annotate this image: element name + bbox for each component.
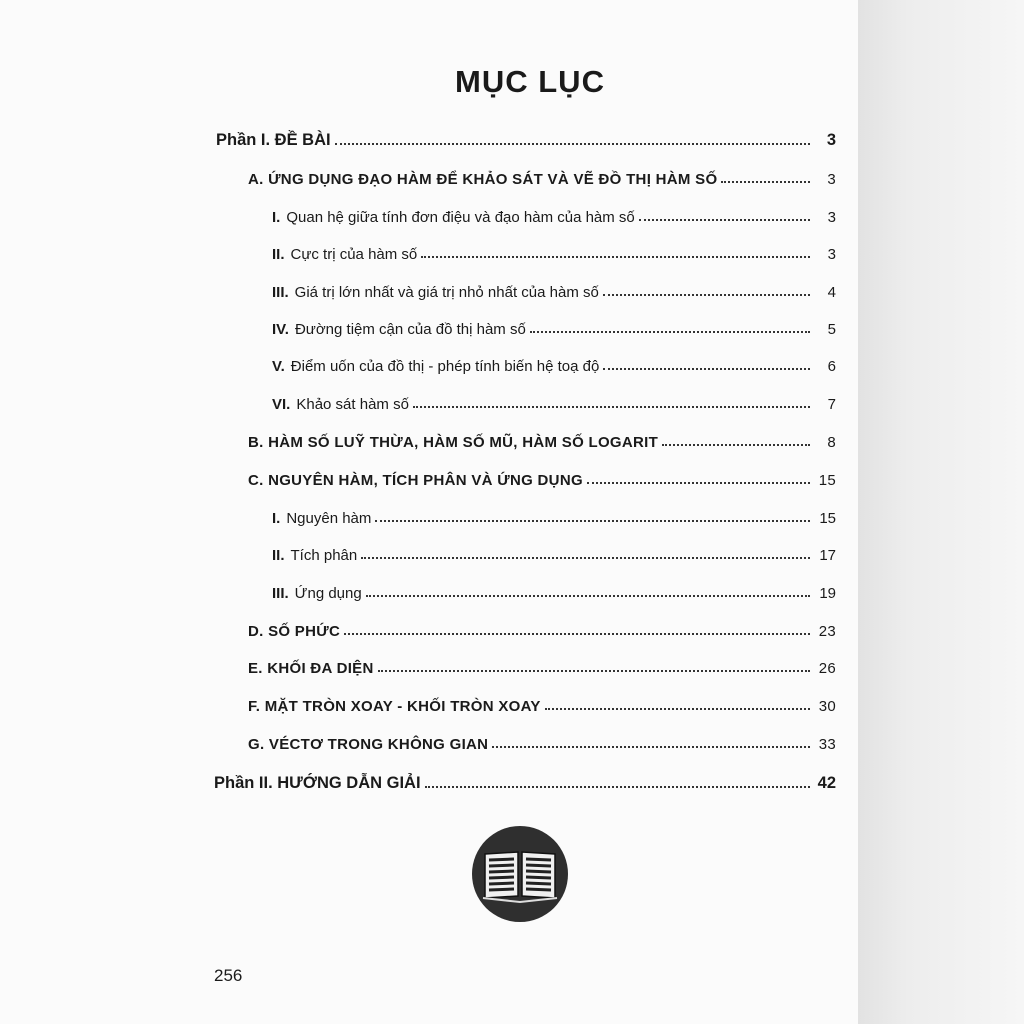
toc-leader [335, 142, 810, 145]
toc-leader [378, 669, 810, 672]
toc-page: 7 [827, 396, 836, 413]
toc-entry-c-1[interactable] [272, 505, 836, 527]
toc-page: 23 [818, 623, 836, 640]
toc-leader [639, 218, 810, 221]
toc-entry-number: I. [272, 510, 281, 527]
toc-page: 8 [827, 434, 836, 451]
toc-entry-section-c[interactable] [248, 467, 836, 489]
toc-entry-number: I. [272, 209, 281, 226]
toc-entry-number: VI. [272, 396, 291, 413]
toc-leader [421, 255, 810, 258]
toc-entry-c-2[interactable] [272, 542, 836, 564]
toc-page: 42 [817, 774, 836, 792]
toc-page: 19 [819, 585, 836, 602]
toc-entry-part-1[interactable] [216, 128, 836, 150]
toc-entry-number: III. [272, 585, 289, 602]
toc-entry-label: Nguyên hàm [286, 510, 372, 527]
toc-page: 15 [818, 472, 836, 489]
toc-entry-number: IV. [272, 321, 289, 338]
toc-entry-a-1[interactable] [272, 204, 836, 226]
toc-leader [366, 594, 810, 597]
toc-entry-number: II. [272, 547, 285, 564]
toc-entry-label: D. SỐ PHỨC [248, 623, 341, 640]
toc-entry-number: II. [272, 246, 285, 263]
toc-page: 26 [818, 660, 836, 677]
toc-leader [721, 180, 810, 183]
toc-leader [587, 481, 810, 484]
toc-leader [425, 785, 810, 788]
toc-entry-label: Cực trị của hàm số [290, 246, 418, 263]
toc-entry-label: Khảo sát hàm số [296, 396, 409, 413]
toc-leader [361, 556, 810, 559]
toc-page: 5 [827, 321, 836, 338]
toc-page: 15 [819, 510, 836, 527]
toc-entry-c-3[interactable] [272, 580, 836, 602]
toc-entry-section-f[interactable] [248, 693, 836, 715]
toc-entry-number: III. [272, 284, 289, 301]
toc-page: 3 [827, 209, 836, 226]
toc-entry-label: F. MẶT TRÒN XOAY - KHỐI TRÒN XOAY [248, 698, 541, 715]
toc-entry-section-g[interactable] [248, 731, 836, 753]
toc-entry-section-b[interactable] [248, 429, 836, 451]
toc-entry-label: Đường tiệm cận của đồ thị hàm số [294, 321, 526, 338]
toc-leader [662, 443, 810, 446]
toc-entry-label: E. KHỐI ĐA DIỆN [248, 660, 374, 677]
toc-page: 3 [827, 171, 836, 188]
toc-entry-a-6[interactable] [272, 391, 836, 413]
toc-leader [344, 632, 810, 635]
toc-entry-section-a[interactable] [248, 166, 836, 188]
toc-entry-label: A. ỨNG DỤNG ĐẠO HÀM ĐỂ KHẢO SÁT VÀ VẼ ĐỒ THỊ HÀM SỐ [248, 171, 718, 188]
toc-page: 30 [818, 698, 836, 715]
toc-entry-label: C. NGUYÊN HÀM, TÍCH PHÂN VÀ ỨNG DỤNG [248, 472, 583, 489]
page-title: MỤC LỤC [455, 64, 605, 99]
toc-leader [545, 707, 810, 710]
toc-entry-label: B. HÀM SỐ LUỸ THỪA, HÀM SỐ MŨ, HÀM SỐ LOGARIT [248, 434, 659, 451]
toc-entry-a-4[interactable] [272, 316, 836, 338]
toc-entry-label: Tích phân [290, 547, 358, 564]
page-number: 256 [214, 966, 243, 985]
toc-entry-a-2[interactable] [272, 241, 836, 263]
toc-leader [413, 405, 810, 408]
toc-page: 4 [827, 284, 836, 301]
toc-entry-section-d[interactable] [248, 618, 836, 640]
toc-page: 3 [827, 246, 836, 263]
page-edge [858, 0, 1024, 1024]
toc-entry-label: Phần I. ĐỀ BÀI [216, 131, 331, 149]
toc-leader [375, 519, 810, 522]
toc-entry-label: Phần II. HƯỚNG DẪN GIẢI [214, 774, 421, 792]
toc-page: 17 [819, 547, 836, 564]
toc-entry-part-2[interactable] [214, 771, 836, 793]
toc-entry-label: G. VÉCTƠ TRONG KHÔNG GIAN [248, 736, 489, 753]
toc-entry-label: Điểm uốn của đồ thị - phép tính biến hệ toạ độ [290, 358, 600, 375]
toc-entry-a-5[interactable] [272, 353, 836, 375]
toc-entry-label: Giá trị lớn nhất và giá trị nhỏ nhất của hàm số [294, 284, 599, 301]
toc-leader [492, 745, 810, 748]
toc-leader [603, 293, 810, 296]
toc-entry-label: Quan hệ giữa tính đơn điệu và đạo hàm của hàm số [286, 209, 635, 226]
toc-page: 6 [827, 358, 836, 375]
toc-leader [603, 367, 810, 370]
toc-leader [530, 330, 810, 333]
toc-page: 33 [818, 736, 836, 753]
toc-entry-a-3[interactable] [272, 279, 836, 301]
toc-entry-label: Ứng dụng [294, 585, 362, 602]
toc-page: 3 [826, 131, 836, 149]
toc-entry-section-e[interactable] [248, 655, 836, 677]
open-book-icon [472, 826, 568, 922]
toc-entry-number: V. [272, 358, 285, 375]
